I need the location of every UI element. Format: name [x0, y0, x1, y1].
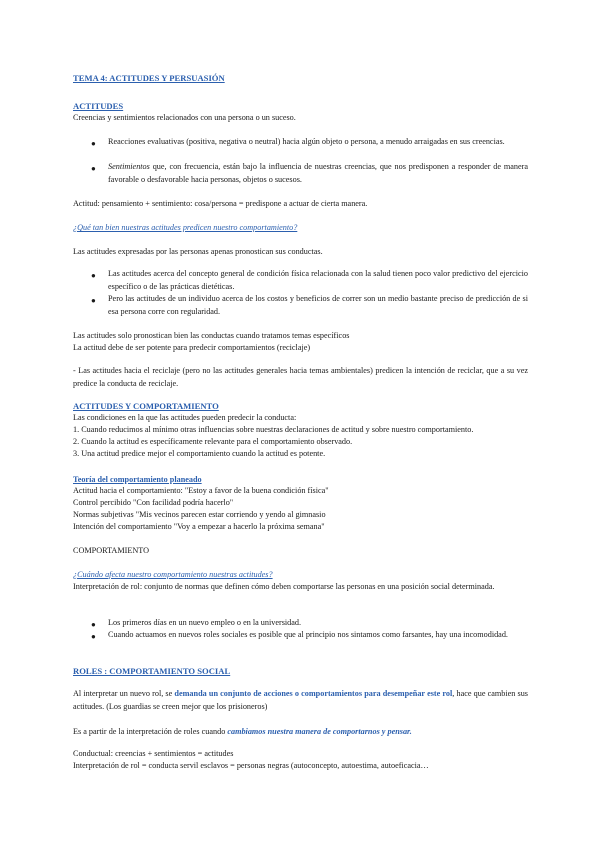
condicion-3: 3. Una actitud predice mejor el comportamiento cuando la actitud es potente. [73, 449, 326, 458]
teoria-line-2: Control percibido "Con facilidad podría hacerlo" [73, 498, 234, 507]
bullet-icon: ● [91, 296, 96, 305]
para-highlight: cambiamos nuestra manera de comportarnos y pensar. [227, 727, 412, 736]
para-interpretacion-rol: Interpretación de rol: conjunto de normas que definen cómo deben comportarse las personas en una posición social determinada. [73, 582, 495, 591]
question-cuando[interactable]: ¿Cuándo afecta nuestro comportamiento nuestras actitudes? [73, 570, 273, 579]
para-text: , hace que cambien sus actitudes. (Los guardias se creen mejor que los prisioneros) [73, 689, 528, 711]
condicion-2: 2. Cuando la actitud es específicamente relevante para el comportamiento observado. [73, 437, 353, 446]
heading-actitudes: ACTITUDES [73, 101, 124, 111]
para-text: Al interpretar un nuevo rol, se [73, 689, 175, 698]
condiciones-line: Las condiciones en la que las actitudes pueden predecir la conducta: [73, 413, 297, 422]
condicion-1: 1. Cuando reducimos al mínimo otras influencias sobre nuestras declaraciones de actitud y sobre nuestro comportamiento. [73, 425, 474, 434]
para-text: Es a partir de la interpretación de roles cuando [73, 727, 228, 736]
bullet-bold: Sentimientos [108, 162, 150, 171]
bullet-nuevos-roles: Cuando actuamos en nuevos roles sociales es posible que al principio nos sintamos como farsantes, hay una incomodidad. [108, 630, 508, 639]
bullet-text: que, con frecuencia, están bajo la influencia de nuestras creencias, que nos predisponen a responder de manera favorable o desfavorable hacia personas, objetos o sucesos. [108, 162, 528, 184]
intro-text: Creencias y sentimientos relacionados con una persona o un suceso. [73, 113, 296, 122]
document-title: TEMA 4: ACTITUDES Y PERSUASIÓN [73, 73, 225, 83]
bullet-condicion-fisica: Las actitudes acerca del concepto general de condición física relacionada con la salud tienen poco valor predictivo del ejercicio específico o de las prácticas dietéticas. [108, 269, 528, 291]
line-temas-especificos: Las actitudes solo pronostican bien las conductas cuando tratamos temas específicos [73, 331, 350, 340]
line-conductual: Conductual: creencias + sentimientos = actitudes [73, 749, 234, 758]
para-nuevo-rol [73, 688, 528, 713]
para-reciclaje: - Las actitudes hacia el reciclaje (pero no las actitudes generales hacia temas ambientales) predicen la intención de reciclar, que a su vez predice la conducta de reciclaje. [73, 366, 528, 388]
bullet-icon: ● [91, 164, 96, 173]
bullet-icon: ● [91, 139, 96, 148]
label-comportamiento: COMPORTAMIENTO [73, 546, 150, 555]
para-interpretacion [73, 727, 412, 737]
bullet-reacciones [108, 136, 528, 149]
bullet-costos: Pero las actitudes de un individuo acerca de los costos y beneficios de correr son un medio bastante preciso de predicción de si esa persona corre con regularidad. [108, 294, 528, 316]
bullet-text: Reacciones evaluativas (positiva, negativa o neutral) hacia algún objeto o persona, a menudo arraigadas en sus creencias. [108, 137, 505, 146]
formula-actitud: Actitud: pensamiento + sentimiento: cosa/persona = predispone a actuar de cierta manera. [73, 199, 368, 208]
heading-teoria: Teoría del comportamiento planeado [73, 475, 202, 484]
heading-roles: ROLES : COMPORTAMIENTO SOCIAL [73, 666, 231, 676]
bullet-primeros-dias: Los primeros días en un nuevo empleo o en la universidad. [108, 618, 302, 627]
bullet-icon: ● [91, 620, 96, 629]
text-pronostican: Las actitudes expresadas por las personas apenas pronostican sus conductas. [73, 247, 323, 256]
teoria-line-1: Actitud hacia el comportamiento: "Estoy a favor de la buena condición física" [73, 486, 329, 495]
question-prediccion[interactable]: ¿Qué tan bien nuestras actitudes predicen nuestro comportamiento? [73, 223, 298, 232]
bullet-icon: ● [91, 632, 96, 641]
heading-actitudes-comportamiento: ACTITUDES Y COMPORTAMIENTO [73, 401, 219, 411]
bullet-icon: ● [91, 271, 96, 280]
teoria-line-4: Intención del comportamiento "Voy a empezar a hacerlo la próxima semana" [73, 522, 325, 531]
teoria-line-3: Normas subjetivas "Mis vecinos parecen estar corriendo y yendo al gimnasio [73, 510, 326, 519]
bullet-sentimientos [108, 161, 528, 186]
line-interpretacion-rol: Interpretación de rol = conducta servil esclavos = personas negras (autoconcepto, autoestima, autoeficacia… [73, 761, 429, 770]
para-highlight: demanda un conjunto de acciones o comportamientos para desempeñar este rol [174, 689, 453, 698]
line-actitud-potente: La actitud debe de ser potente para predecir comportamientos (reciclaje) [73, 343, 311, 352]
